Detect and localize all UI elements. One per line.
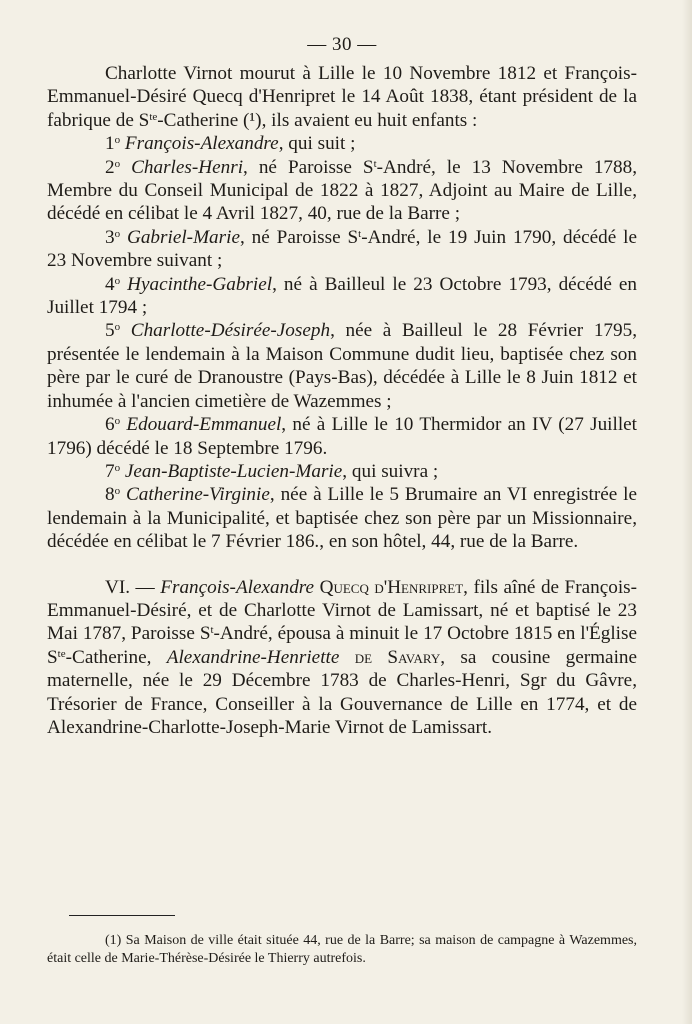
paragraph-gap	[47, 554, 637, 576]
child-entry-2: 2$^o$ Charles-Henri, né Paroisse $S^t$-André, le 13 Novembre 1788, Membre du Conseil Municipal de 1822 à 1827, Adjoint au Maire de Lille, décédé en célibat le 4 Avril 1827, 40, rue de la Barre ;	[47, 156, 638, 225]
page-edge-shadow	[682, 0, 692, 1024]
main-text	[47, 62, 637, 739]
footnote	[47, 932, 637, 968]
child-entry-5: 5$^o$ Charlotte-Désirée-Joseph, née à Bailleul le 28 Février 1795, présentée le lendemain à la Maison Commune dudit lieu, baptisée chez son père par le curé de Dranoustre (Pays-Bas), décédée à Lille le 8 Juin 1812 et inhumée à l'ancien cimetière de Wazemmes ;	[47, 320, 637, 412]
page-number: — 30 —	[307, 34, 377, 55]
intro-paragraph: Charlotte Virnot mourut à Lille le 10 Novembre 1812 et François-Emmanuel-Désiré Quecq d'Henripret le 14 Août 1838, étant président de la fabrique de $S^{te}$-Catherine (¹), ils avaient eu huit enfants :	[47, 63, 637, 131]
child-entry-8: 8$^o$ Catherine-Virginie, née à Lille le 5 Brumaire an VI enregistrée le lendemain à la Municipalité, et baptisée chez son père par un Missionnaire, décédée en célibat le 7 Février 186., en son hôtel, 44, rue de la Barre.	[47, 484, 637, 553]
footnote-text: (1) Sa Maison de ville était située 44, rue de la Barre; sa maison de campagne à Wazemmes, était celle de Marie-Thérèse-Désirée le Thierry autrefois.	[47, 933, 637, 966]
child-entry-1: 1$^o$ François-Alexandre, qui suit ;	[105, 133, 356, 155]
child-entry-7: 7$^o$ Jean-Baptiste-Lucien-Marie, qui suivra ;	[105, 460, 439, 482]
child-entry-3: 3$^o$ Gabriel-Marie, né Paroisse $S^t$-André, le 19 Juin 1790, décédé le 23 Novembre suivant ;	[47, 226, 637, 272]
section-vi-paragraph: VI. — François-Alexandre Quecq d'Henripret, fils aîné de François-Emmanuel-Désiré, et de Charlotte Virnot de Lamissart, né et baptisé le 23 Mai 1787, Paroisse $S^t$-André, épousa à minuit le 17 Octobre 1815 en l'Église $S^{te}$-Catherine, Alexandrine-Henriette de Savary, sa cousine germaine maternelle, née le 29 Décembre 1783 de Charles-Henri, Sgr du Gâvre, Trésorier de France, Conseiller à la Gouvernance de Lille en 1774, et de Alexandrine-Charlotte-Joseph-Marie Virnot de Lamissart.	[47, 576, 638, 738]
document-page	[47, 0, 637, 1024]
child-entry-4: 4$^o$ Hyacinthe-Gabriel, né à Bailleul le 23 Octobre 1793, décédé en Juillet 1794 ;	[47, 273, 637, 319]
footnote-separator	[69, 915, 175, 916]
child-entry-6: 6$^o$ Edouard-Emmanuel, né à Lille le 10 Thermidor an IV (27 Juillet 1796) décédé le 18 Septembre 1796.	[47, 414, 638, 459]
